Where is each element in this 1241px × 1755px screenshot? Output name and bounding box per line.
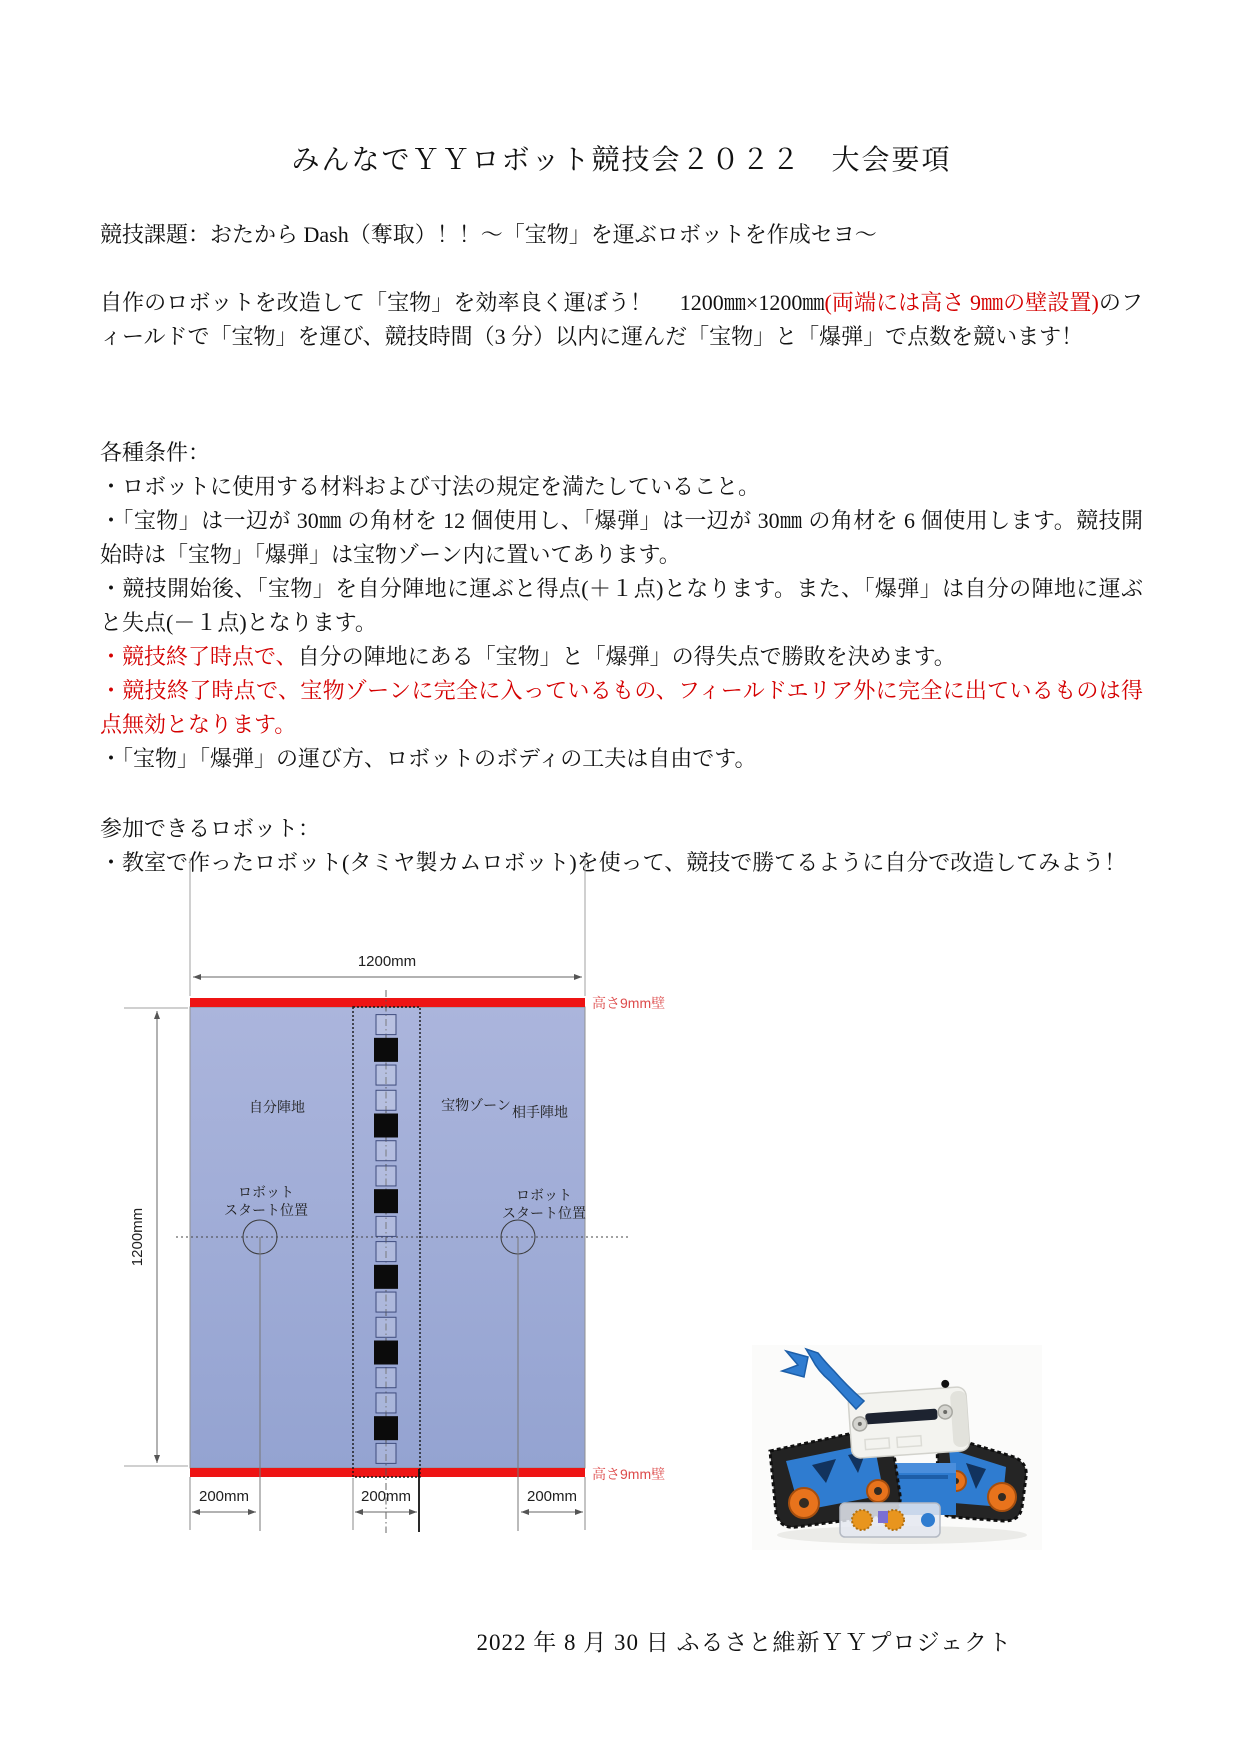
dimension-200-right-label: 200mm [526,1488,578,1505]
dimension-height-label: 1200mm [129,1207,146,1267]
condition-item4-black: 自分の陣地にある「宝物」と「爆弾」の得失点で勝敗を決めます。 [297,644,956,669]
dimension-width-label: 1200mm [357,953,417,970]
condition-item [100,640,1143,674]
date-line: 2022 年 8 月 30 日 ふるさと維新ＹＹプロジェクト [476,1630,1012,1655]
area-self-label: 自分陣地 [249,1099,305,1115]
treasure-square [376,1216,396,1236]
intro-text-2: のフィールドで「宝物」を運び、競技時間（3 分）以内に運んだ「宝物」と「爆弾」で点数を競います！ [100,290,1143,349]
wall-top [190,998,585,1007]
subject-text: 競技課題：おたから Dash（奪取）！！～「宝物」を運ぶロボットを作成セヨ～ [100,222,877,247]
robot-gearbox [840,1503,940,1537]
start-label-left-line1: ロボット [238,1184,294,1200]
area-opponent-label: 相手陣地 [512,1104,568,1120]
intro-text-red: (両端には高さ 9㎜の壁設置) [824,290,1099,315]
tamiya-cam-robot-photo [752,1345,1042,1550]
treasure-square [376,1368,396,1388]
treasure-square [376,1065,396,1085]
treasure-square [376,1015,396,1035]
conditions-section [100,436,1143,776]
treasure-square [376,1166,396,1186]
bomb-square [374,1114,398,1138]
bomb-square [374,1038,398,1062]
treasure-square [376,1242,396,1262]
intro-paragraph [100,286,1143,354]
bomb-square [374,1189,398,1213]
condition-item: ・ロボットに使用する材料および寸法の規定を満たしていること。 [100,474,761,499]
treasure-square [376,1090,396,1110]
condition-item4-red: ・競技終了時点で、 [100,644,298,669]
treasure-square [376,1292,396,1312]
wall-bottom-label: 高さ9mm壁 [592,1466,666,1482]
start-label-left-line2: スタート位置 [224,1202,308,1218]
treasure-square [376,1317,396,1337]
robots-item: ・教室で作ったロボット(タミヤ製カムロボット)を使って、競技で勝てるように自分で改造してみよう！ [100,850,1127,875]
treasure-square [376,1393,396,1413]
treasure-square [376,1141,396,1161]
condition-item: ・競技終了時点で、宝物ゾーンに完全に入っているもの、フィールドエリア外に完全に出ているものは得点無効となります。 [100,678,1143,737]
condition-item: ・「宝物」は一辺が 30㎜ の角材を 12 個使用し、「爆弾」は一辺が 30㎜ の角材を 6 個使用します。競技開始時は「宝物」「爆弾」は宝物ゾーン内に置いてあります。 [100,508,1143,567]
dimension-200-left-label: 200mm [198,1488,250,1505]
start-label-right-line2: スタート位置 [502,1205,586,1221]
bomb-square [374,1265,398,1289]
field-diagram [100,850,720,1540]
bomb-square [374,1416,398,1440]
condition-item: ・「宝物」「爆弾」の運び方、ロボットのボディの工夫は自由です。 [100,746,757,771]
robots-heading: 参加できるロボット： [100,816,321,841]
wall-bottom [190,1468,585,1477]
intro-text-1: 自作のロボットを改造して「宝物」を効率良く運ぼう！ 1200㎜×1200㎜ [100,290,825,315]
wall-top-label: 高さ9mm壁 [592,995,666,1011]
zone-label: 宝物ゾーン [441,1097,511,1113]
treasure-square [376,1443,396,1463]
dimension-200-center-label: 200mm [360,1488,412,1505]
bomb-square [374,1341,398,1365]
condition-item: ・競技開始後、「宝物」を自分陣地に運ぶと得点(＋１点)となります。また、「爆弾」は自分の陣地に運ぶと失点(－１点)となります。 [100,576,1143,635]
page-title: みんなでＹＹロボット競技会２０２２ 大会要項 [291,145,952,176]
subject-line [100,218,1143,252]
conditions-heading: 各種条件： [100,440,211,465]
start-label-right-line1: ロボット [516,1187,572,1203]
